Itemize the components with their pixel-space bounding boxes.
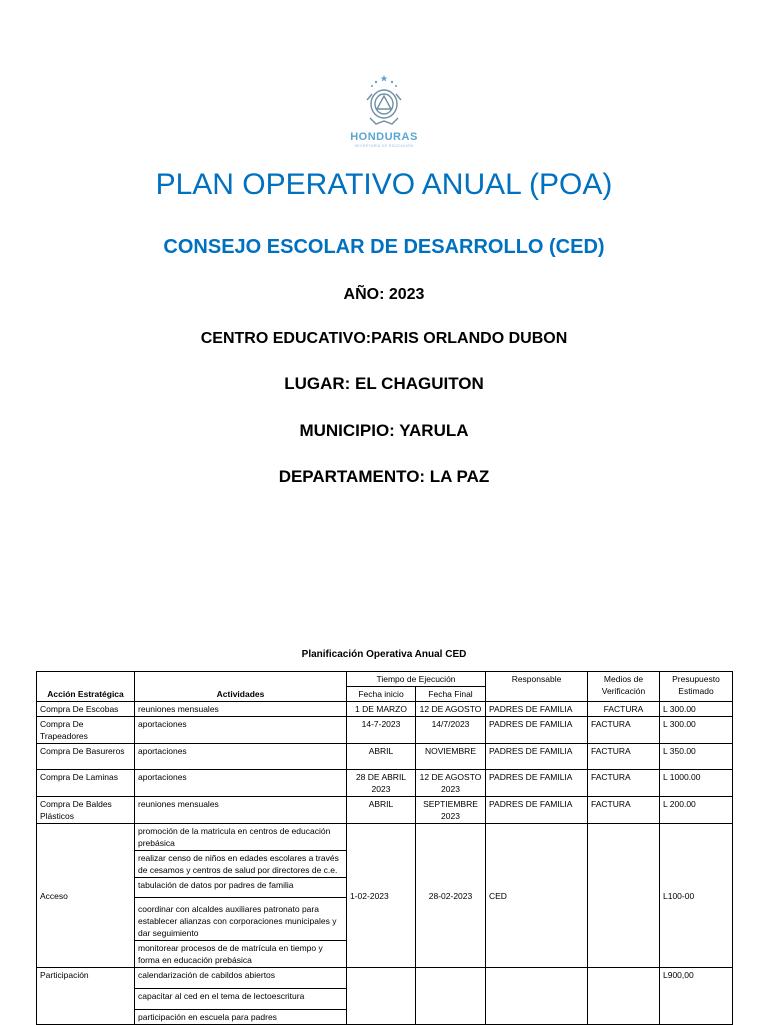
header-row — [37, 672, 733, 687]
cell-final — [416, 968, 486, 1025]
header-responsable: Responsable — [486, 672, 588, 702]
cell-medios — [588, 968, 660, 1025]
cell-responsable: PADRES DE FAMILIA — [486, 744, 588, 770]
logo-text: HONDURAS — [350, 131, 418, 143]
cell-accion: Participación — [37, 968, 135, 1025]
header-fecha-final: Fecha Final — [416, 687, 486, 702]
table-title: Planificación Operativa Anual CED — [301, 649, 467, 660]
table-row — [37, 702, 733, 717]
cell-final: 12 DE AGOSTO — [416, 702, 486, 717]
cell-actividad: reuniones mensuales — [135, 702, 347, 717]
cell-presupuesto: L 300.00 — [660, 702, 733, 717]
cell-medios — [588, 824, 660, 968]
cell-inicio: 14-7-2023 — [347, 717, 416, 744]
poa-table — [36, 671, 733, 1025]
cell-presupuesto: L 200.00 — [660, 797, 733, 824]
cell-final: SEPTIEMBRE 2023 — [416, 797, 486, 824]
cell-presupuesto: L 350.00 — [660, 744, 733, 770]
cell-medios: FACTURA — [588, 770, 660, 797]
cell-actividad: reuniones mensuales — [135, 797, 347, 824]
cell-inicio: 28 DE ABRIL 2023 — [347, 770, 416, 797]
activity-item: participación en escuela para padres — [138, 1012, 277, 1022]
cell-responsable: CED — [486, 824, 588, 968]
cell-actividades-list — [135, 824, 347, 968]
table-row — [37, 770, 733, 797]
cell-medios: FACTURA — [588, 717, 660, 744]
cell-responsable — [486, 968, 588, 1025]
activity-item: promoción de la matricula en centros de educación prebásica — [135, 824, 346, 851]
table-row — [37, 797, 733, 824]
cell-accion: Compra De Escobas — [37, 702, 135, 717]
cell-accion: Compra De Trapeadores — [37, 717, 135, 744]
cell-presupuesto: L100-00 — [660, 824, 733, 968]
honduras-logo — [344, 74, 424, 158]
header-medios: Medios de Verificación — [588, 672, 660, 702]
activity-item: realizar censo de niños en edades escolares a través de cesamos y centros de salud por directores de c.e. — [135, 851, 346, 878]
header-fecha-inicio: Fecha inicio — [347, 687, 416, 702]
header-accion: Acción Estratégica — [37, 672, 135, 702]
cell-final: 14/7/2023 — [416, 717, 486, 744]
cell-medios: FACTURA — [588, 744, 660, 770]
cell-presupuesto: L 1000.00 — [660, 770, 733, 797]
activity-item: monitorear procesos de de matrícula en tiempo y forma en educación prebásica — [138, 943, 323, 965]
activity-item: capacitar al ced en el tema de lectoescritura — [135, 989, 346, 1010]
year-line: AÑO: 2023 — [343, 286, 425, 303]
header-tiempo: Tiempo de Ejecución — [347, 672, 486, 687]
activity-item: coordinar con alcaldes auxiliares patronato para establecer alianzas con corporaciones municipales y dar seguimiento — [135, 898, 346, 941]
table-row — [37, 744, 733, 770]
cell-accion: Compra De Baldes Plásticos — [37, 797, 135, 824]
cell-inicio: ABRIL — [347, 744, 416, 770]
cell-responsable: PADRES DE FAMILIA — [486, 797, 588, 824]
cell-accion: Acceso — [37, 824, 135, 968]
cell-actividad: aportaciones — [135, 744, 347, 770]
cell-accion: Compra De Basureros — [37, 744, 135, 770]
cell-inicio: 1-02-2023 — [347, 824, 416, 968]
school-line: CENTRO EDUCATIVO:PARIS ORLANDO DUBON — [200, 330, 568, 347]
department-line: DEPARTAMENTO: LA PAZ — [278, 467, 490, 486]
cell-accion: Compra De Laminas — [37, 770, 135, 797]
cell-responsable: PADRES DE FAMILIA — [486, 770, 588, 797]
page-subtitle: CONSEJO ESCOLAR DE DESARROLLO (CED) — [163, 236, 605, 258]
header-presupuesto: Presupuesto Estimado — [660, 672, 733, 702]
table-row — [37, 717, 733, 744]
header-actividades: Actividades — [135, 672, 347, 702]
activity-item: calendarización de cabildos abiertos — [135, 968, 346, 989]
cell-presupuesto: L900,00 — [660, 968, 733, 1025]
logo-subtext: SECRETARÍA DE EDUCACIÓN — [354, 144, 414, 148]
cell-medios: FACTURA — [588, 702, 660, 717]
cell-inicio: 1 DE MARZO — [347, 702, 416, 717]
table-row-acceso — [37, 824, 733, 968]
table-row-participacion — [37, 968, 733, 1025]
municipality-line: MUNICIPIO: YARULA — [299, 421, 469, 440]
cell-presupuesto: L 300.00 — [660, 717, 733, 744]
page-title: PLAN OPERATIVO ANUAL (POA) — [155, 168, 613, 201]
cell-final: 28-02-2023 — [416, 824, 486, 968]
cell-inicio: ABRIL — [347, 797, 416, 824]
cell-actividad: aportaciones — [135, 717, 347, 744]
activity-item: tabulación de datos por padres de familia — [135, 878, 346, 898]
place-line: LUGAR: EL CHAGUITON — [284, 374, 484, 393]
coat-of-arms-icon — [362, 74, 406, 130]
cell-actividad: aportaciones — [135, 770, 347, 797]
cell-actividades-list — [135, 968, 347, 1025]
cell-medios: FACTURA — [588, 797, 660, 824]
cell-responsable: PADRES DE FAMILIA — [486, 717, 588, 744]
cell-final: 12 DE AGOSTO 2023 — [416, 770, 486, 797]
cell-final: NOVIEMBRE — [416, 744, 486, 770]
cell-responsable: PADRES DE FAMILIA — [486, 702, 588, 717]
cell-inicio — [347, 968, 416, 1025]
